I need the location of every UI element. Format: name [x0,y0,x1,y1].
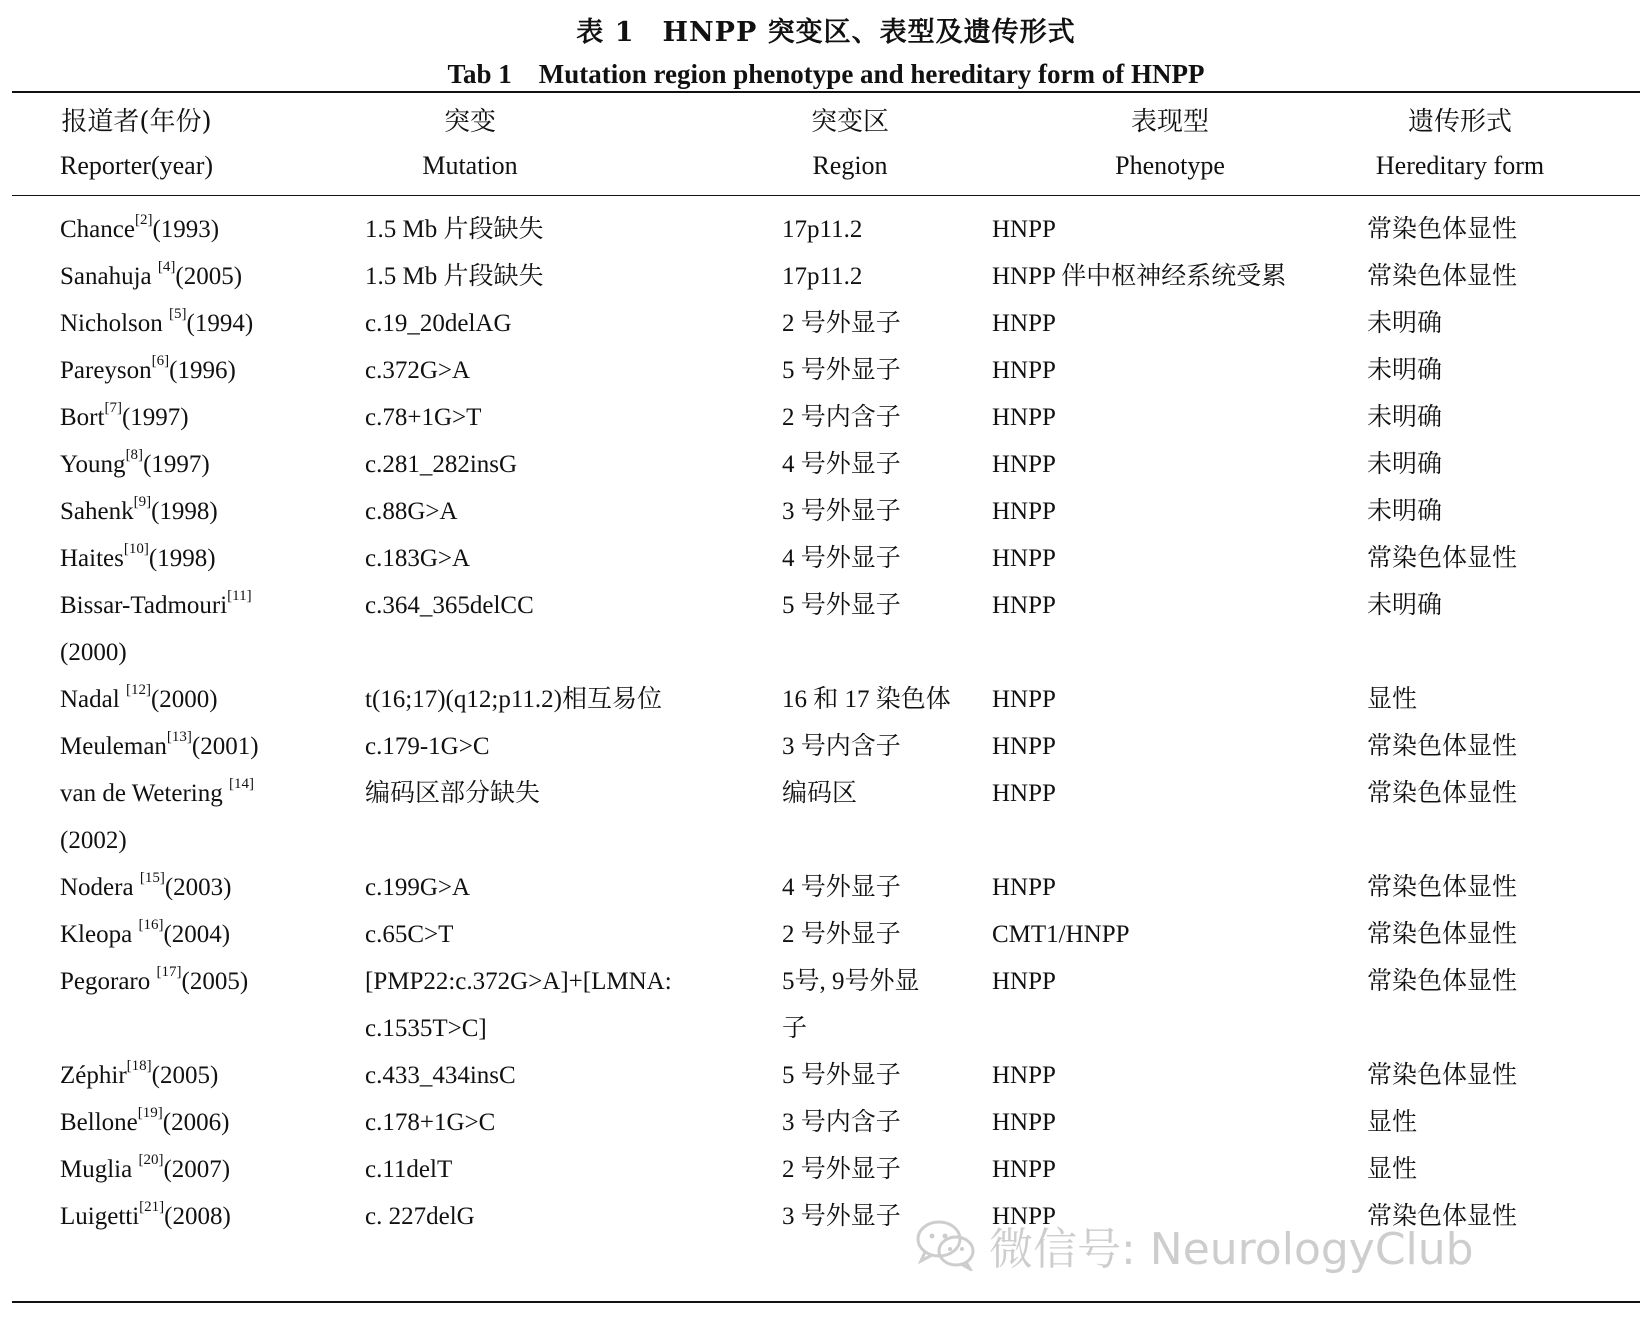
cell-mutation: c.11delT [365,1156,453,1183]
reporter-name: Pareyson [60,357,152,384]
reporter-year: (2005) [151,1062,219,1089]
table-row [0,675,1652,724]
reference-number: [5] [169,306,187,322]
cell-region: 5 号外显子 [782,592,901,619]
reference-number: [21] [139,1199,165,1215]
header-region-cn: 突变区 [810,107,889,137]
cell-mutation: c.183G>A [365,545,471,572]
reporter-name: Bort [60,404,105,431]
table-row [0,299,1652,348]
cell-mutation: c. 227delG [365,1203,475,1230]
reference-number: [4] [157,259,176,275]
cell-hereditary-form: 未明确 [1367,451,1443,478]
cell-region: 3 号外显子 [782,1203,901,1230]
cell-reporter [60,1145,230,1194]
table-caption-en: Tab 1 Mutation region phenotype and hereditary form of HNPP [447,59,1205,89]
cell-hereditary-form: 常染色体显性 [1367,968,1518,995]
reporter-year: (1998) [151,498,218,525]
cell-mutation: c.65C>T [365,921,454,948]
cell-hereditary-form: 常染色体显性 [1367,1203,1518,1230]
reporter-name: van de Wetering [60,780,229,807]
cell-region: 17p11.2 [782,263,863,290]
cell-reporter [60,205,219,254]
reference-number: [14] [229,776,254,792]
reference-number: [8] [125,447,144,463]
reporter-year: (1997) [121,404,189,431]
reporter-name: Muglia [60,1156,139,1183]
cell-region: 3 号内含子 [782,733,901,760]
cell-mutation: 1.5 Mb 片段缺失 [365,263,544,290]
cell-mutation: c.281_282insG [365,451,518,478]
reference-number: [9] [133,494,152,510]
cell-phenotype: CMT1/HNPP [992,921,1130,948]
header-phenotype-cn: 表现型 [1130,107,1209,137]
cell-phenotype: HNPP [992,686,1056,713]
top-rule [12,91,1640,93]
cell-region: 编码区 [782,780,858,807]
table-row [0,1145,1652,1194]
cell-reporter [60,957,248,1006]
cell-reporter [60,863,231,912]
table-row [0,440,1652,489]
cell-phenotype: HNPP [992,357,1056,384]
bottom-rule [12,1301,1640,1303]
cell-mutation: 编码区部分缺失 [365,780,541,807]
reporter-name: Bissar-Tadmouri [60,592,228,619]
table-row [0,769,1652,818]
watermark-text: 微信号: NeurologyClub [989,1224,1474,1275]
cell-reporter [60,628,127,677]
header-reporter [60,100,213,188]
cell-phenotype: HNPP [992,733,1056,760]
cell-mutation: c.178+1G>C [365,1109,496,1136]
table-row [0,957,1652,1006]
table-caption-cn: 表 1 HNPP 突变区、表型及遗传形式 [576,17,1076,48]
cell-reporter [60,1098,229,1147]
cell-hereditary-form: 未明确 [1367,498,1443,525]
cell-hereditary-form: 未明确 [1367,357,1443,384]
reporter-name: Nodera [60,874,140,901]
cell-region: 16 和 17 染色体 [782,686,951,713]
cell-phenotype: HNPP [992,968,1056,995]
header-region-en: Region [812,151,888,180]
reference-number: [10] [123,541,149,557]
cell-hereditary-form: 未明确 [1367,310,1443,337]
cell-region: 子 [782,1015,808,1042]
table-row [0,1098,1652,1147]
cell-reporter [60,722,259,771]
reporter-name: Nicholson [60,310,170,337]
cell-hereditary-form: 未明确 [1367,592,1443,619]
cell-region: 2 号外显子 [782,921,901,948]
reporter-year: (2005) [181,968,249,995]
cell-phenotype: HNPP 伴中枢神经系统受累 [992,263,1287,290]
cell-mutation: c.199G>A [365,874,471,901]
cell-mutation: c.1535T>C] [365,1015,487,1042]
reporter-year: (2006) [162,1109,230,1136]
header-hereditary-form [1365,100,1555,188]
header-phenotype [1090,100,1250,188]
cell-region: 5 号外显子 [782,357,901,384]
header-reporter-en: Reporter(year) [60,151,214,180]
cell-region: 4 号外显子 [782,451,901,478]
reporter-year: (1993) [152,216,220,243]
header-hereditary-form-en: Hereditary form [1375,151,1545,180]
cell-reporter [60,910,230,959]
header-phenotype-en: Phenotype [1115,151,1225,180]
reference-number: [6] [151,353,170,369]
table-row [0,393,1652,442]
cell-mutation: t(16;17)(q12;p11.2)相互易位 [365,686,662,713]
cell-region: 17p11.2 [782,216,863,243]
cell-mutation: c.179-1G>C [365,733,490,760]
reporter-year: (2003) [164,874,232,901]
cell-hereditary-form: 未明确 [1367,404,1443,431]
cell-region: 2 号内含子 [782,404,901,431]
reporter-name: Luigetti [60,1203,140,1230]
reporter-year: (2004) [163,921,231,948]
cell-reporter [60,440,210,489]
cell-region: 5号, 9号外显 [782,968,920,995]
header-mutation-en: Mutation [422,151,518,180]
cell-region: 5 号外显子 [782,1062,901,1089]
reporter-name: Nadal [60,686,126,713]
reference-number: [13] [166,729,192,745]
cell-reporter [60,393,189,442]
reference-number: [11] [227,588,252,604]
cell-mutation: [PMP22:c.372G>A]+[LMNA: [365,968,672,995]
cell-phenotype: HNPP [992,874,1056,901]
cell-hereditary-form: 显性 [1367,1156,1418,1183]
cell-hereditary-form: 常染色体显性 [1367,780,1518,807]
header-region [790,100,910,188]
cell-phenotype: HNPP [992,1156,1056,1183]
header-mutation-cn: 突变 [443,107,496,137]
cell-phenotype: HNPP [992,498,1056,525]
reference-number: [18] [126,1058,152,1074]
cell-region: 3 号内含子 [782,1109,901,1136]
reporter-name: Kleopa [60,921,139,948]
table-row [0,252,1652,301]
reference-number: [20] [138,1152,164,1168]
cell-reporter [60,675,218,724]
cell-hereditary-form: 显性 [1367,686,1418,713]
header-hereditary-form-cn: 遗传形式 [1407,107,1512,137]
reference-number: [17] [156,964,182,980]
reporter-name: Sanahuja [60,263,158,290]
cell-region: 2 号外显子 [782,310,901,337]
cell-mutation: c.88G>A [365,498,458,525]
cell-reporter [60,1192,231,1241]
cell-region: 3 号外显子 [782,498,901,525]
table-row [0,581,1652,630]
cell-region: 4 号外显子 [782,545,901,572]
reference-number: [7] [104,400,122,416]
reporter-name: Sahenk [60,498,134,525]
table-row [0,1051,1652,1100]
reporter-year: (2008) [164,1203,231,1230]
cell-reporter [60,487,218,536]
reporter-name: Zéphir [60,1062,127,1089]
reporter-year: (2000) [60,639,127,666]
cell-phenotype: HNPP [992,451,1056,478]
cell-phenotype: HNPP [992,592,1056,619]
reference-number: [16] [138,917,164,933]
cell-mutation: c.364_365delCC [365,592,534,619]
cell-reporter [60,346,236,395]
cell-mutation: c.433_434insC [365,1062,516,1089]
table-row [0,534,1652,583]
cell-reporter [60,299,253,348]
cell-mutation: c.78+1G>T [365,404,482,431]
header-mutation [390,100,550,188]
cell-hereditary-form: 常染色体显性 [1367,545,1518,572]
cell-reporter [60,769,254,818]
cell-region: 4 号外显子 [782,874,901,901]
cell-mutation: c.19_20delAG [365,310,512,337]
reporter-name: Meuleman [60,733,167,760]
reporter-name: Pegoraro [60,968,157,995]
reference-number: [19] [137,1105,163,1121]
table-row [0,487,1652,536]
cell-phenotype: HNPP [992,545,1056,572]
table-row [0,816,1652,865]
reporter-year: (2000) [150,686,218,713]
table-row [0,910,1652,959]
reference-number: [2] [134,212,153,228]
cell-phenotype: HNPP [992,1203,1056,1230]
table-row [0,205,1652,254]
cell-phenotype: HNPP [992,1109,1056,1136]
table-row [0,346,1652,395]
table-row [0,863,1652,912]
reporter-name: Bellone [60,1109,138,1136]
header-rule [12,195,1640,196]
cell-reporter [60,816,127,865]
reporter-year: (1996) [169,357,236,384]
cell-hereditary-form: 常染色体显性 [1367,733,1518,760]
cell-hereditary-form: 常染色体显性 [1367,216,1518,243]
reporter-year: (1994) [186,310,254,337]
header-reporter-cn: 报道者(年份) [61,107,212,137]
reference-number: [12] [125,682,151,698]
wechat-icon [915,1219,977,1271]
cell-reporter [60,534,216,583]
cell-hereditary-form: 常染色体显性 [1367,263,1518,290]
cell-phenotype: HNPP [992,404,1056,431]
cell-phenotype: HNPP [992,780,1056,807]
cell-hereditary-form: 常染色体显性 [1367,1062,1518,1089]
reporter-name: Chance [60,216,135,243]
cell-mutation: 1.5 Mb 片段缺失 [365,216,544,243]
cell-hereditary-form: 常染色体显性 [1367,921,1518,948]
cell-reporter [60,252,242,301]
reporter-year: (2001) [191,733,259,760]
cell-phenotype: HNPP [992,216,1056,243]
table-row [0,1004,1652,1053]
reporter-name: Haites [60,545,124,572]
table-row [0,722,1652,771]
cell-reporter [60,581,252,630]
cell-phenotype: HNPP [992,310,1056,337]
reporter-year: (2005) [175,263,243,290]
table-row [0,628,1652,677]
cell-reporter [60,1051,218,1100]
reporter-year: (2002) [60,827,127,854]
watermark [915,1210,1474,1280]
cell-mutation: c.372G>A [365,357,471,384]
cell-hereditary-form: 显性 [1367,1109,1418,1136]
cell-phenotype: HNPP [992,1062,1056,1089]
cell-hereditary-form: 常染色体显性 [1367,874,1518,901]
reporter-year: (2007) [163,1156,231,1183]
cell-region: 2 号外显子 [782,1156,901,1183]
reporter-name: Young [60,451,126,478]
reporter-year: (1998) [148,545,216,572]
reporter-year: (1997) [143,451,210,478]
reference-number: [15] [139,870,165,886]
